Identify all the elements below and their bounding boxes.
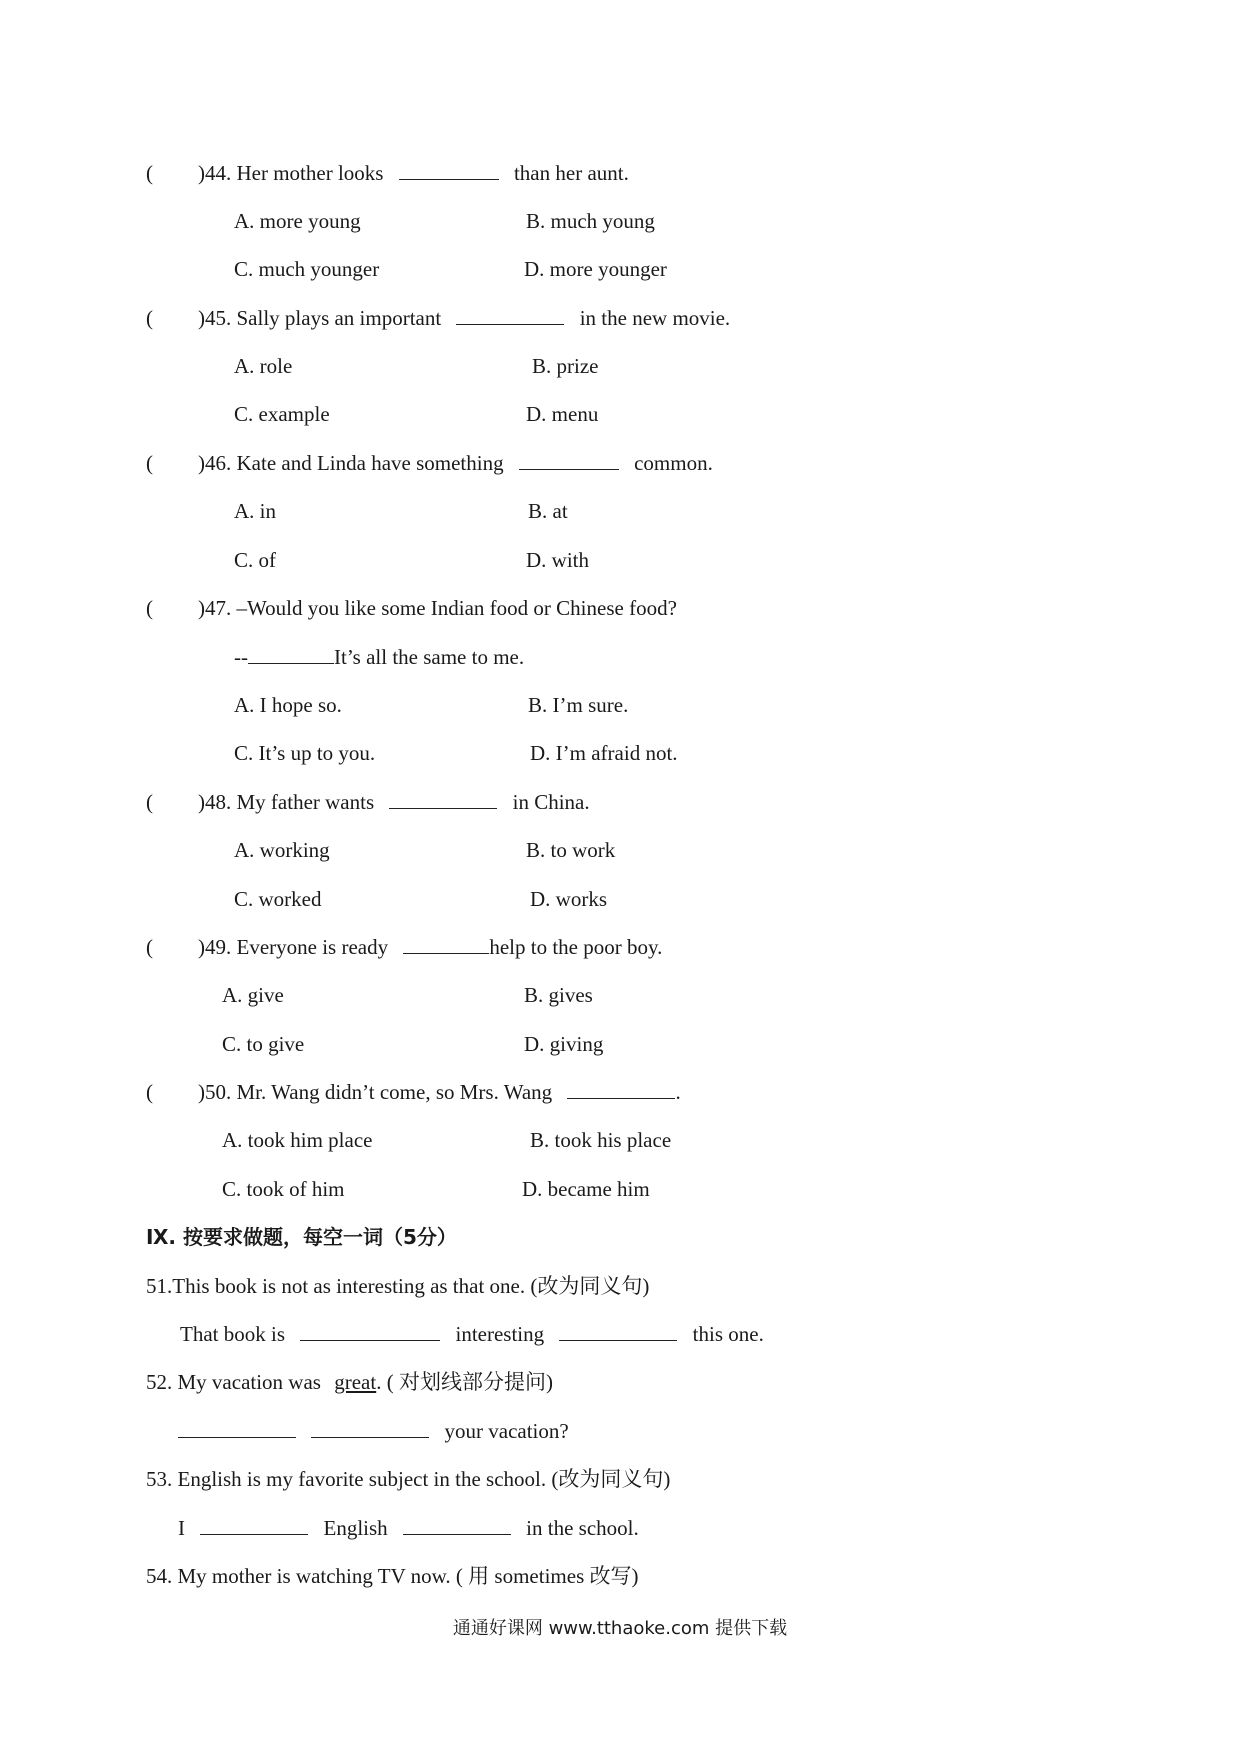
- q49-stem-b: help to the poor boy.: [489, 935, 663, 959]
- q47-option-a[interactable]: A. I hope so.: [234, 693, 342, 717]
- q52-ans-a: your vacation?: [444, 1419, 569, 1443]
- q46-option-d[interactable]: D. with: [526, 548, 589, 572]
- q53-answer: [178, 1515, 639, 1541]
- q44-option-d[interactable]: D. more younger: [524, 257, 667, 281]
- q52-answer: [178, 1418, 569, 1444]
- q51-ans-b: interesting: [455, 1322, 545, 1346]
- q54-stem: 54. My mother is watching TV now. ( 用 sometimes 改写): [146, 1564, 639, 1588]
- q45-stem-b: in the new movie.: [579, 306, 731, 330]
- q52-stem: [146, 1369, 553, 1395]
- q48-stem-b: in China.: [512, 790, 590, 814]
- q48-stem-a: )48. My father wants: [198, 790, 375, 814]
- q46-stem-a: )46. Kate and Linda have something: [198, 451, 504, 475]
- q47-paren: (: [146, 596, 153, 620]
- section-title: Ⅸ. 按要求做题，每空一词（5分）: [146, 1225, 457, 1249]
- q44-stem-b: than her aunt.: [513, 161, 629, 185]
- q45-blank[interactable]: [456, 306, 564, 325]
- q48-stem: [198, 789, 590, 815]
- q44-paren: (: [146, 161, 153, 185]
- q47-reply: [234, 644, 524, 670]
- q44-stem: [198, 160, 629, 186]
- q45-paren: (: [146, 306, 153, 330]
- q45-option-d[interactable]: D. menu: [526, 402, 599, 426]
- q50-option-d[interactable]: D. became him: [522, 1177, 650, 1201]
- q46-paren: (: [146, 451, 153, 475]
- page-footer: 通通好课网 www.tthaoke.com 提供下载: [452, 1618, 788, 1639]
- q47-option-b[interactable]: B. I’m sure.: [528, 693, 629, 717]
- q52-blank-1[interactable]: [178, 1419, 296, 1438]
- q53-ans-b: English: [323, 1516, 388, 1540]
- q53-stem: 53. English is my favorite subject in the school. (改为同义句): [146, 1467, 671, 1491]
- q44-stem-a: )44. Her mother looks: [198, 161, 384, 185]
- q48-option-b[interactable]: B. to work: [526, 838, 616, 862]
- q48-option-d[interactable]: D. works: [530, 887, 607, 911]
- q49-stem: [198, 934, 662, 960]
- q46-stem: [198, 450, 713, 476]
- q44-option-b[interactable]: B. much young: [526, 209, 655, 233]
- q45-stem-a: )45. Sally plays an important: [198, 306, 442, 330]
- q48-option-a[interactable]: A. working: [234, 838, 330, 862]
- q49-stem-a: )49. Everyone is ready: [198, 935, 389, 959]
- q46-option-a[interactable]: A. in: [234, 499, 276, 523]
- q52-stem-a: 52. My vacation was: [146, 1370, 321, 1394]
- q50-option-a[interactable]: A. took him place: [222, 1128, 373, 1152]
- q47-blank[interactable]: [248, 645, 334, 664]
- q49-blank[interactable]: [403, 935, 489, 954]
- q45-option-b[interactable]: B. prize: [532, 354, 599, 378]
- q46-option-b[interactable]: B. at: [528, 499, 568, 523]
- q46-blank[interactable]: [519, 451, 619, 470]
- q50-paren: (: [146, 1080, 153, 1104]
- q52-blank-2[interactable]: [311, 1419, 429, 1438]
- q50-stem: [198, 1079, 681, 1105]
- q46-option-c[interactable]: C. of: [234, 548, 276, 572]
- q48-paren: (: [146, 790, 153, 814]
- q50-option-c[interactable]: C. took of him: [222, 1177, 345, 1201]
- q51-blank-1[interactable]: [300, 1322, 440, 1341]
- q51-stem: 51.This book is not as interesting as that one. (改为同义句): [146, 1274, 650, 1298]
- q51-answer: [180, 1321, 764, 1347]
- q48-blank[interactable]: [389, 790, 497, 809]
- q50-stem-b: .: [675, 1080, 681, 1104]
- q47-option-d[interactable]: D. I’m afraid not.: [530, 741, 678, 765]
- q51-ans-c: this one.: [692, 1322, 764, 1346]
- q47-option-c[interactable]: C. It’s up to you.: [234, 741, 376, 765]
- q49-option-a[interactable]: A. give: [222, 983, 284, 1007]
- q45-option-c[interactable]: C. example: [234, 402, 330, 426]
- q51-blank-2[interactable]: [559, 1322, 677, 1341]
- q49-option-c[interactable]: C. to give: [222, 1032, 305, 1056]
- q52-underlined: great: [334, 1370, 377, 1394]
- q47-reply-a: --: [234, 645, 248, 669]
- q44-blank[interactable]: [399, 161, 499, 180]
- q48-option-c[interactable]: C. worked: [234, 887, 322, 911]
- q49-paren: (: [146, 935, 153, 959]
- q45-stem: [198, 305, 730, 331]
- q49-option-d[interactable]: D. giving: [524, 1032, 604, 1056]
- q50-stem-a: )50. Mr. Wang didn’t come, so Mrs. Wang: [198, 1080, 553, 1104]
- q50-option-b[interactable]: B. took his place: [530, 1128, 672, 1152]
- q49-option-b[interactable]: B. gives: [524, 983, 593, 1007]
- q44-option-c[interactable]: C. much younger: [234, 257, 380, 281]
- q53-blank-2[interactable]: [403, 1516, 511, 1535]
- q51-ans-a: That book is: [180, 1322, 285, 1346]
- q53-blank-1[interactable]: [200, 1516, 308, 1535]
- q47-stem: )47. –Would you like some Indian food or Chinese food?: [198, 596, 677, 620]
- q44-option-a[interactable]: A. more young: [234, 209, 361, 233]
- q53-ans-a: I: [178, 1516, 185, 1540]
- q46-stem-b: common.: [634, 451, 713, 475]
- q47-reply-b: It’s all the same to me.: [334, 645, 525, 669]
- q45-option-a[interactable]: A. role: [234, 354, 293, 378]
- q53-ans-c: in the school.: [526, 1516, 639, 1540]
- q50-blank[interactable]: [567, 1080, 675, 1099]
- q52-stem-b: . ( 对划线部分提问): [376, 1370, 553, 1394]
